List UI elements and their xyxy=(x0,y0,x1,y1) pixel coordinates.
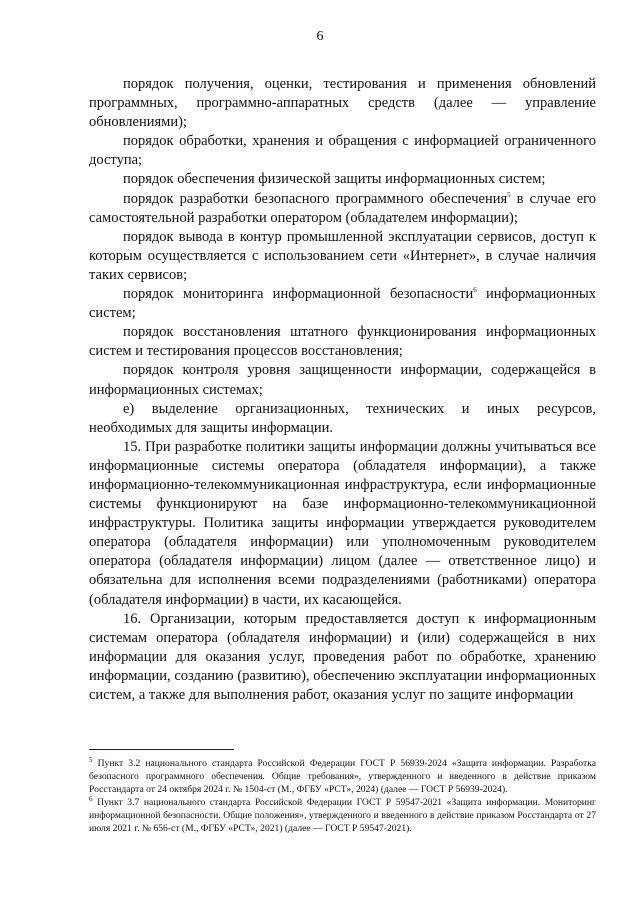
footnote-ref-5[interactable]: 5 xyxy=(507,190,511,199)
paragraph-15: 15. При разработке политики защиты информации должны учитываться все информационные системы оператора (обладателя информации), а также информационно-телекоммуникационная инфраструктура, если информационные системы функционируют на базе информационно-телекоммуникационной инфраструктуры. Политика защиты информации утверждается руководителем оператора (обладателя информации) или уполномоченным руководителем оператора (обладателя информации) лицом (далее — ответственное лицо) и обязательна для исполнения всеми подразделениями (работниками) оператора (обладателя информации) в части, их касающейся. xyxy=(89,438,596,608)
paragraph-security-control: порядок контроля уровня защищенности информации, содержащейся в информационных системах; xyxy=(89,362,596,398)
footnote-marker: 5 xyxy=(89,755,93,764)
paragraph-text: в случае его самостоятельной разработки оператором (обладателем информации); xyxy=(89,190,596,226)
paragraph-production-rollout: порядок вывода в контур промышленной эксплуатации сервисов, доступ к которым осуществляется с использованием сети «Интернет», в случае наличия таких сервисов; xyxy=(89,228,596,283)
footnote-text: Пункт 3.2 национального стандарта Российской Федерации ГОСТ Р 56939-2024 «Защита информации. Разработка безопасного программного обеспечения. Общие требования», утвержденного и введенного в действие приказом Росстандарта от 24 октября 2024 г. № 1504-ст (М., ФГБУ «РСТ», 2024) (далее — ГОСТ Р 56939-2024). xyxy=(89,758,596,795)
paragraph-text: порядок мониторинга информационной безопасности xyxy=(123,286,474,303)
paragraph-recovery: порядок восстановления штатного функционирования информационных систем и тестирования процессов восстановления; xyxy=(89,324,596,360)
paragraph-update-management: порядок получения, оценки, тестирования и применения обновлений программных, программно-аппаратных средств (далее — управление обновлениями); xyxy=(89,76,596,131)
paragraph-physical-protection: порядок обеспечения физической защиты информационных систем; xyxy=(123,171,546,188)
page-number: 6 xyxy=(316,29,324,44)
body-text xyxy=(89,75,596,705)
footnote-ref-6[interactable]: 6 xyxy=(473,286,477,295)
footnote-5 xyxy=(89,757,596,796)
footnote-divider xyxy=(89,749,234,750)
footnote-text: Пункт 3.7 национального стандарта Российской Федерации ГОСТ Р 59547-2021 «Защита информации. Мониторинг информационной безопасности. Общие положения», утвержденного и введенного в действие приказом Росстандарта от 27 июля 2021 г. № 656-ст (М., ФГБУ «РСТ», 2021) (далее — ГОСТ Р 59547-2021). xyxy=(89,797,596,834)
footnote-marker: 6 xyxy=(89,794,93,803)
footnotes xyxy=(89,757,596,835)
paragraph-text: порядок разработки безопасного программного обеспечения xyxy=(123,190,508,207)
paragraph-secure-development xyxy=(89,190,596,228)
paragraph-security-monitoring xyxy=(89,285,596,323)
paragraph-restricted-information: порядок обработки, хранения и обращения с информацией ограниченного доступа; xyxy=(89,133,596,169)
paragraph-16: 16. Организации, которым предоставляется доступ к информационным системам оператора (обладателя информации) и (или) содержащейся в них информации для оказания услуг, проведения работ по обработке, хранению информации, созданию (развитию), обеспечению эксплуатации информационных систем, а также для выполнения работ, оказания услуг по защите информации xyxy=(89,610,596,703)
footnote-6 xyxy=(89,796,596,835)
paragraph-resources: е) выделение организационных, технических и иных ресурсов, необходимых для защиты информации. xyxy=(89,400,596,436)
paragraph-text: информационных систем; xyxy=(89,286,597,322)
